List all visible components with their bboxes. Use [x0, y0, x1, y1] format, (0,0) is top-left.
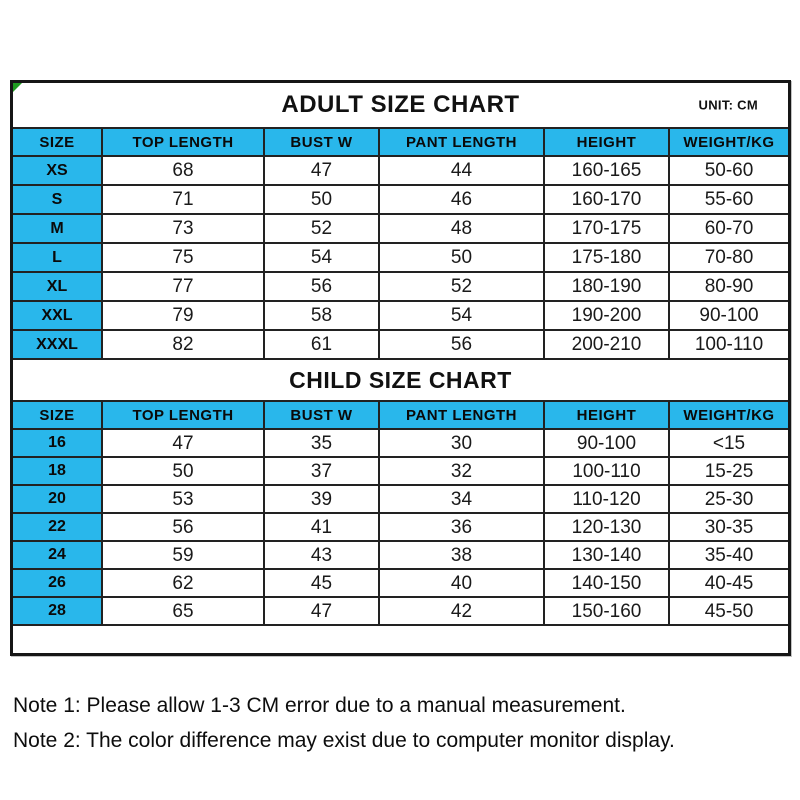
value-cell: 73 — [103, 215, 265, 244]
value-cell: 110-120 — [545, 486, 670, 514]
unit-label: UNIT: CM — [698, 97, 758, 113]
value-cell: 68 — [103, 157, 265, 186]
value-cell: 90-100 — [545, 430, 670, 458]
value-cell: 40-45 — [670, 570, 788, 598]
value-cell: 30 — [380, 430, 545, 458]
value-cell: 44 — [380, 157, 545, 186]
value-cell: 50 — [265, 186, 380, 215]
value-cell: 47 — [103, 430, 265, 458]
value-cell: 52 — [380, 273, 545, 302]
value-cell: 90-100 — [670, 302, 788, 331]
value-cell: 32 — [380, 458, 545, 486]
size-label-cell: 22 — [13, 514, 103, 542]
size-label-cell: XXXL — [13, 331, 103, 360]
column-header: WEIGHT/KG — [670, 402, 788, 430]
column-header: PANT LENGTH — [380, 129, 545, 157]
value-cell: 61 — [265, 331, 380, 360]
value-cell: 37 — [265, 458, 380, 486]
table-empty-footer-row — [13, 626, 788, 653]
size-label-cell: 26 — [13, 570, 103, 598]
column-header: BUST W — [265, 402, 380, 430]
value-cell: 75 — [103, 244, 265, 273]
value-cell: 62 — [103, 570, 265, 598]
value-cell: 60-70 — [670, 215, 788, 244]
value-cell: 54 — [380, 302, 545, 331]
column-header: HEIGHT — [545, 129, 670, 157]
value-cell: 56 — [265, 273, 380, 302]
column-header: HEIGHT — [545, 402, 670, 430]
value-cell: 35 — [265, 430, 380, 458]
size-label-cell: 20 — [13, 486, 103, 514]
value-cell: 160-165 — [545, 157, 670, 186]
value-cell: 54 — [265, 244, 380, 273]
value-cell: 55-60 — [670, 186, 788, 215]
value-cell: 180-190 — [545, 273, 670, 302]
size-label-cell: XS — [13, 157, 103, 186]
size-label-cell: 24 — [13, 542, 103, 570]
value-cell: 52 — [265, 215, 380, 244]
value-cell: 39 — [265, 486, 380, 514]
value-cell: 41 — [265, 514, 380, 542]
value-cell: 100-110 — [545, 458, 670, 486]
value-cell: 80-90 — [670, 273, 788, 302]
adult-size-chart-section — [13, 83, 788, 360]
value-cell: 36 — [380, 514, 545, 542]
column-header: PANT LENGTH — [380, 402, 545, 430]
value-cell: 65 — [103, 598, 265, 626]
value-cell: 47 — [265, 598, 380, 626]
child-size-grid — [13, 402, 788, 626]
column-header: SIZE — [13, 129, 103, 157]
size-chart-table — [10, 80, 791, 656]
value-cell: 40 — [380, 570, 545, 598]
value-cell: 130-140 — [545, 542, 670, 570]
notes-block — [13, 694, 793, 764]
value-cell: 58 — [265, 302, 380, 331]
size-label-cell: M — [13, 215, 103, 244]
value-cell: 25-30 — [670, 486, 788, 514]
column-header: BUST W — [265, 129, 380, 157]
value-cell: 150-160 — [545, 598, 670, 626]
size-label-cell: XL — [13, 273, 103, 302]
value-cell: 56 — [103, 514, 265, 542]
value-cell: 170-175 — [545, 215, 670, 244]
size-label-cell: 16 — [13, 430, 103, 458]
value-cell: 100-110 — [670, 331, 788, 360]
value-cell: 45 — [265, 570, 380, 598]
value-cell: 53 — [103, 486, 265, 514]
adult-chart-title: ADULT SIZE CHART — [281, 91, 520, 118]
column-header: TOP LENGTH — [103, 129, 265, 157]
column-header: TOP LENGTH — [103, 402, 265, 430]
value-cell: 175-180 — [545, 244, 670, 273]
value-cell: 42 — [380, 598, 545, 626]
child-size-chart-section — [13, 360, 788, 626]
value-cell: 47 — [265, 157, 380, 186]
value-cell: 50 — [103, 458, 265, 486]
value-cell: 38 — [380, 542, 545, 570]
child-chart-title: CHILD SIZE CHART — [289, 366, 512, 393]
value-cell: 48 — [380, 215, 545, 244]
value-cell: 79 — [103, 302, 265, 331]
size-label-cell: S — [13, 186, 103, 215]
size-label-cell: 28 — [13, 598, 103, 626]
size-label-cell: L — [13, 244, 103, 273]
value-cell: 71 — [103, 186, 265, 215]
value-cell: 43 — [265, 542, 380, 570]
value-cell: <15 — [670, 430, 788, 458]
value-cell: 120-130 — [545, 514, 670, 542]
value-cell: 50-60 — [670, 157, 788, 186]
adult-size-grid — [13, 129, 788, 360]
column-header: WEIGHT/KG — [670, 129, 788, 157]
adult-chart-title-row — [13, 83, 788, 129]
note-2: Note 2: The color difference may exist due to computer monitor display. — [13, 729, 675, 753]
value-cell: 82 — [103, 331, 265, 360]
value-cell: 200-210 — [545, 331, 670, 360]
value-cell: 140-150 — [545, 570, 670, 598]
size-label-cell: XXL — [13, 302, 103, 331]
note-1: Note 1: Please allow 1-3 CM error due to a manual measurement. — [13, 694, 626, 717]
value-cell: 50 — [380, 244, 545, 273]
value-cell: 34 — [380, 486, 545, 514]
value-cell: 77 — [103, 273, 265, 302]
value-cell: 45-50 — [670, 598, 788, 626]
size-label-cell: 18 — [13, 458, 103, 486]
value-cell: 59 — [103, 542, 265, 570]
value-cell: 30-35 — [670, 514, 788, 542]
child-chart-title-row — [13, 360, 788, 402]
value-cell: 15-25 — [670, 458, 788, 486]
value-cell: 46 — [380, 186, 545, 215]
column-header: SIZE — [13, 402, 103, 430]
value-cell: 190-200 — [545, 302, 670, 331]
value-cell: 160-170 — [545, 186, 670, 215]
value-cell: 56 — [380, 331, 545, 360]
value-cell: 70-80 — [670, 244, 788, 273]
value-cell: 35-40 — [670, 542, 788, 570]
